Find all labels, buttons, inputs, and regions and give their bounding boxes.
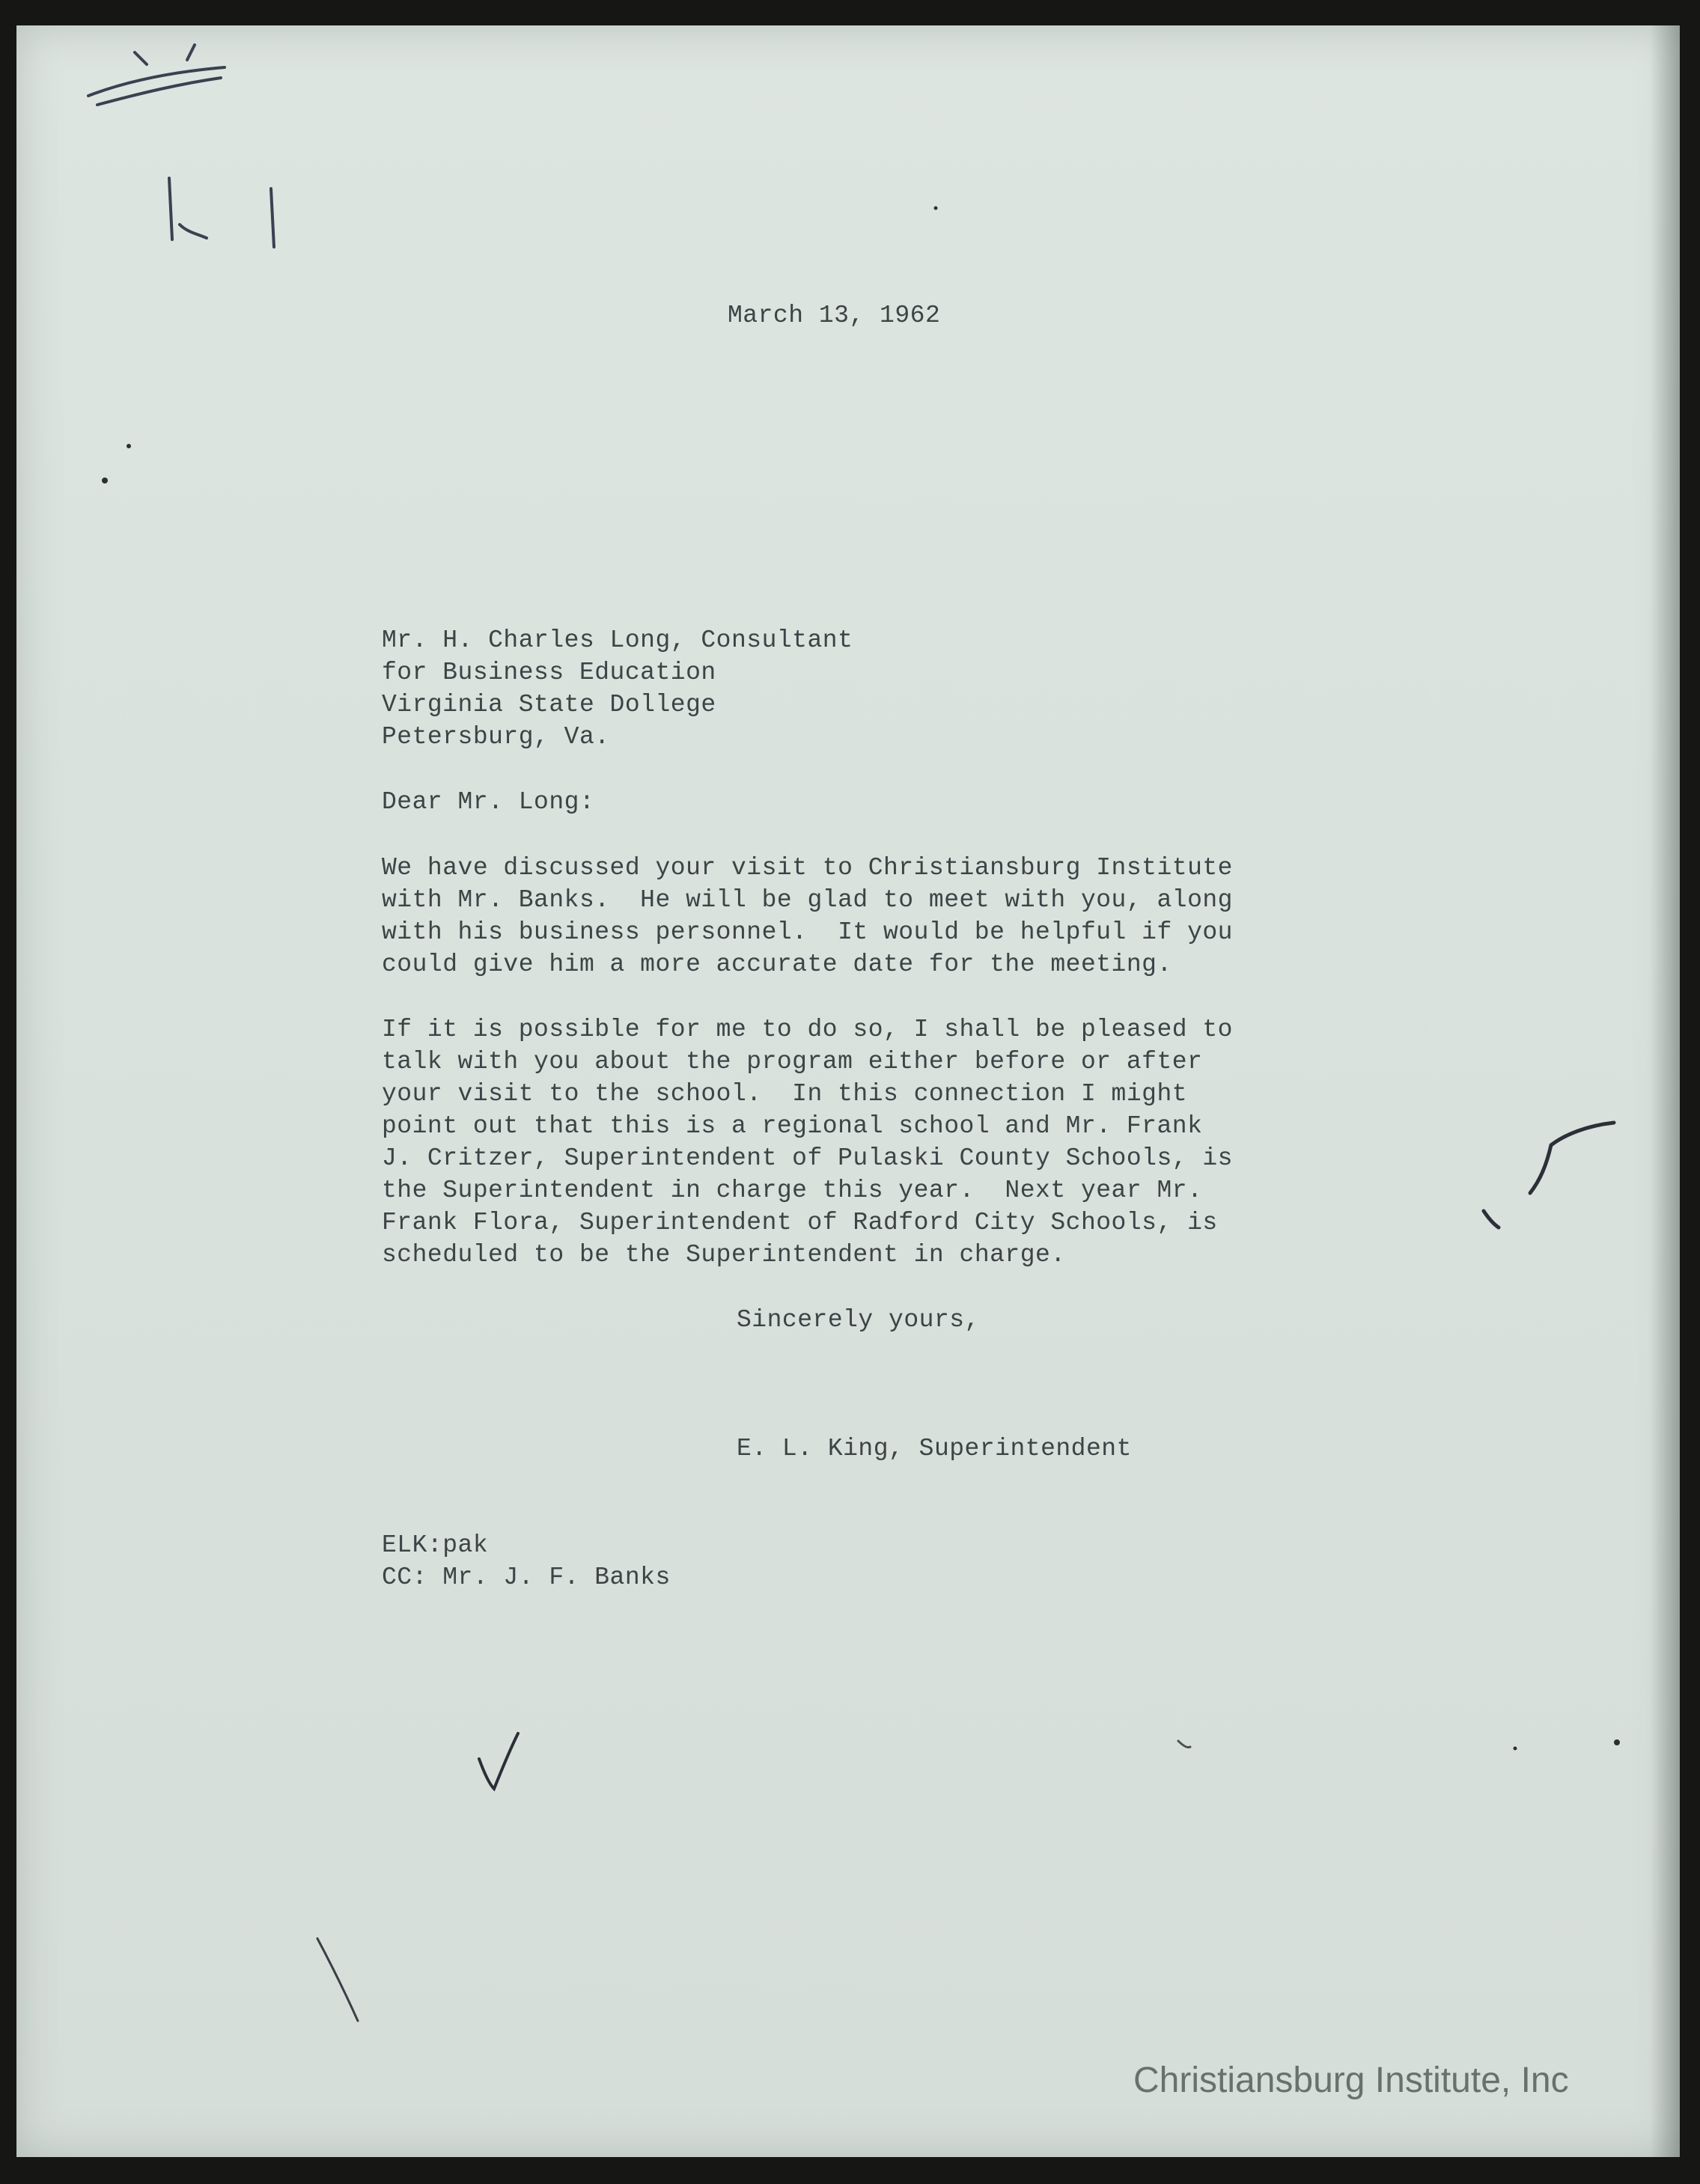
paragraph-2-line-7: Frank Flora, Superintendent of Radford City Schools, is bbox=[382, 1209, 1218, 1236]
salutation: Dear Mr. Long: bbox=[382, 788, 595, 816]
paragraph-1-line-1: We have discussed your visit to Christiansburg Institute bbox=[382, 854, 1233, 882]
signature-block: E. L. King, Superintendent bbox=[737, 1435, 1132, 1462]
paragraph-2-line-5: J. Critzer, Superintendent of Pulaski County Schools, is bbox=[382, 1144, 1233, 1172]
address-line-2: for Business Education bbox=[382, 659, 716, 686]
paragraph-2-line-3: your visit to the school. In this connection I might bbox=[382, 1080, 1188, 1108]
paragraph-2-line-2: talk with you about the program either before or after bbox=[382, 1048, 1203, 1076]
paragraph-1-line-3: with his business personnel. It would be helpful if you bbox=[382, 918, 1233, 946]
paragraph-2-line-1: If it is possible for me to do so, I shall be pleased to bbox=[382, 1016, 1233, 1043]
letter-date: March 13, 1962 bbox=[728, 302, 941, 329]
address-line-3: Virginia State Dollege bbox=[382, 691, 716, 719]
paragraph-1-line-4: could give him a more accurate date for the meeting. bbox=[382, 951, 1172, 978]
carbon-copy-line: CC: Mr. J. F. Banks bbox=[382, 1564, 671, 1591]
typist-initials: ELK:pak bbox=[382, 1531, 489, 1559]
paragraph-2-line-6: the Superintendent in charge this year. Next year Mr. bbox=[382, 1177, 1203, 1204]
page-edge-shadow bbox=[1650, 25, 1680, 2157]
paragraph-1-line-2: with Mr. Banks. He will be glad to meet with you, along bbox=[382, 886, 1233, 914]
closing: Sincerely yours, bbox=[737, 1306, 980, 1334]
watermark-text: Christiansburg Institute, Inc bbox=[1133, 2061, 1569, 2100]
paragraph-2-line-4: point out that this is a regional school and Mr. Frank bbox=[382, 1112, 1203, 1140]
address-line-1: Mr. H. Charles Long, Consultant bbox=[382, 626, 853, 654]
paragraph-2-line-8: scheduled to be the Superintendent in charge. bbox=[382, 1241, 1066, 1269]
address-line-4: Petersburg, Va. bbox=[382, 723, 610, 751]
